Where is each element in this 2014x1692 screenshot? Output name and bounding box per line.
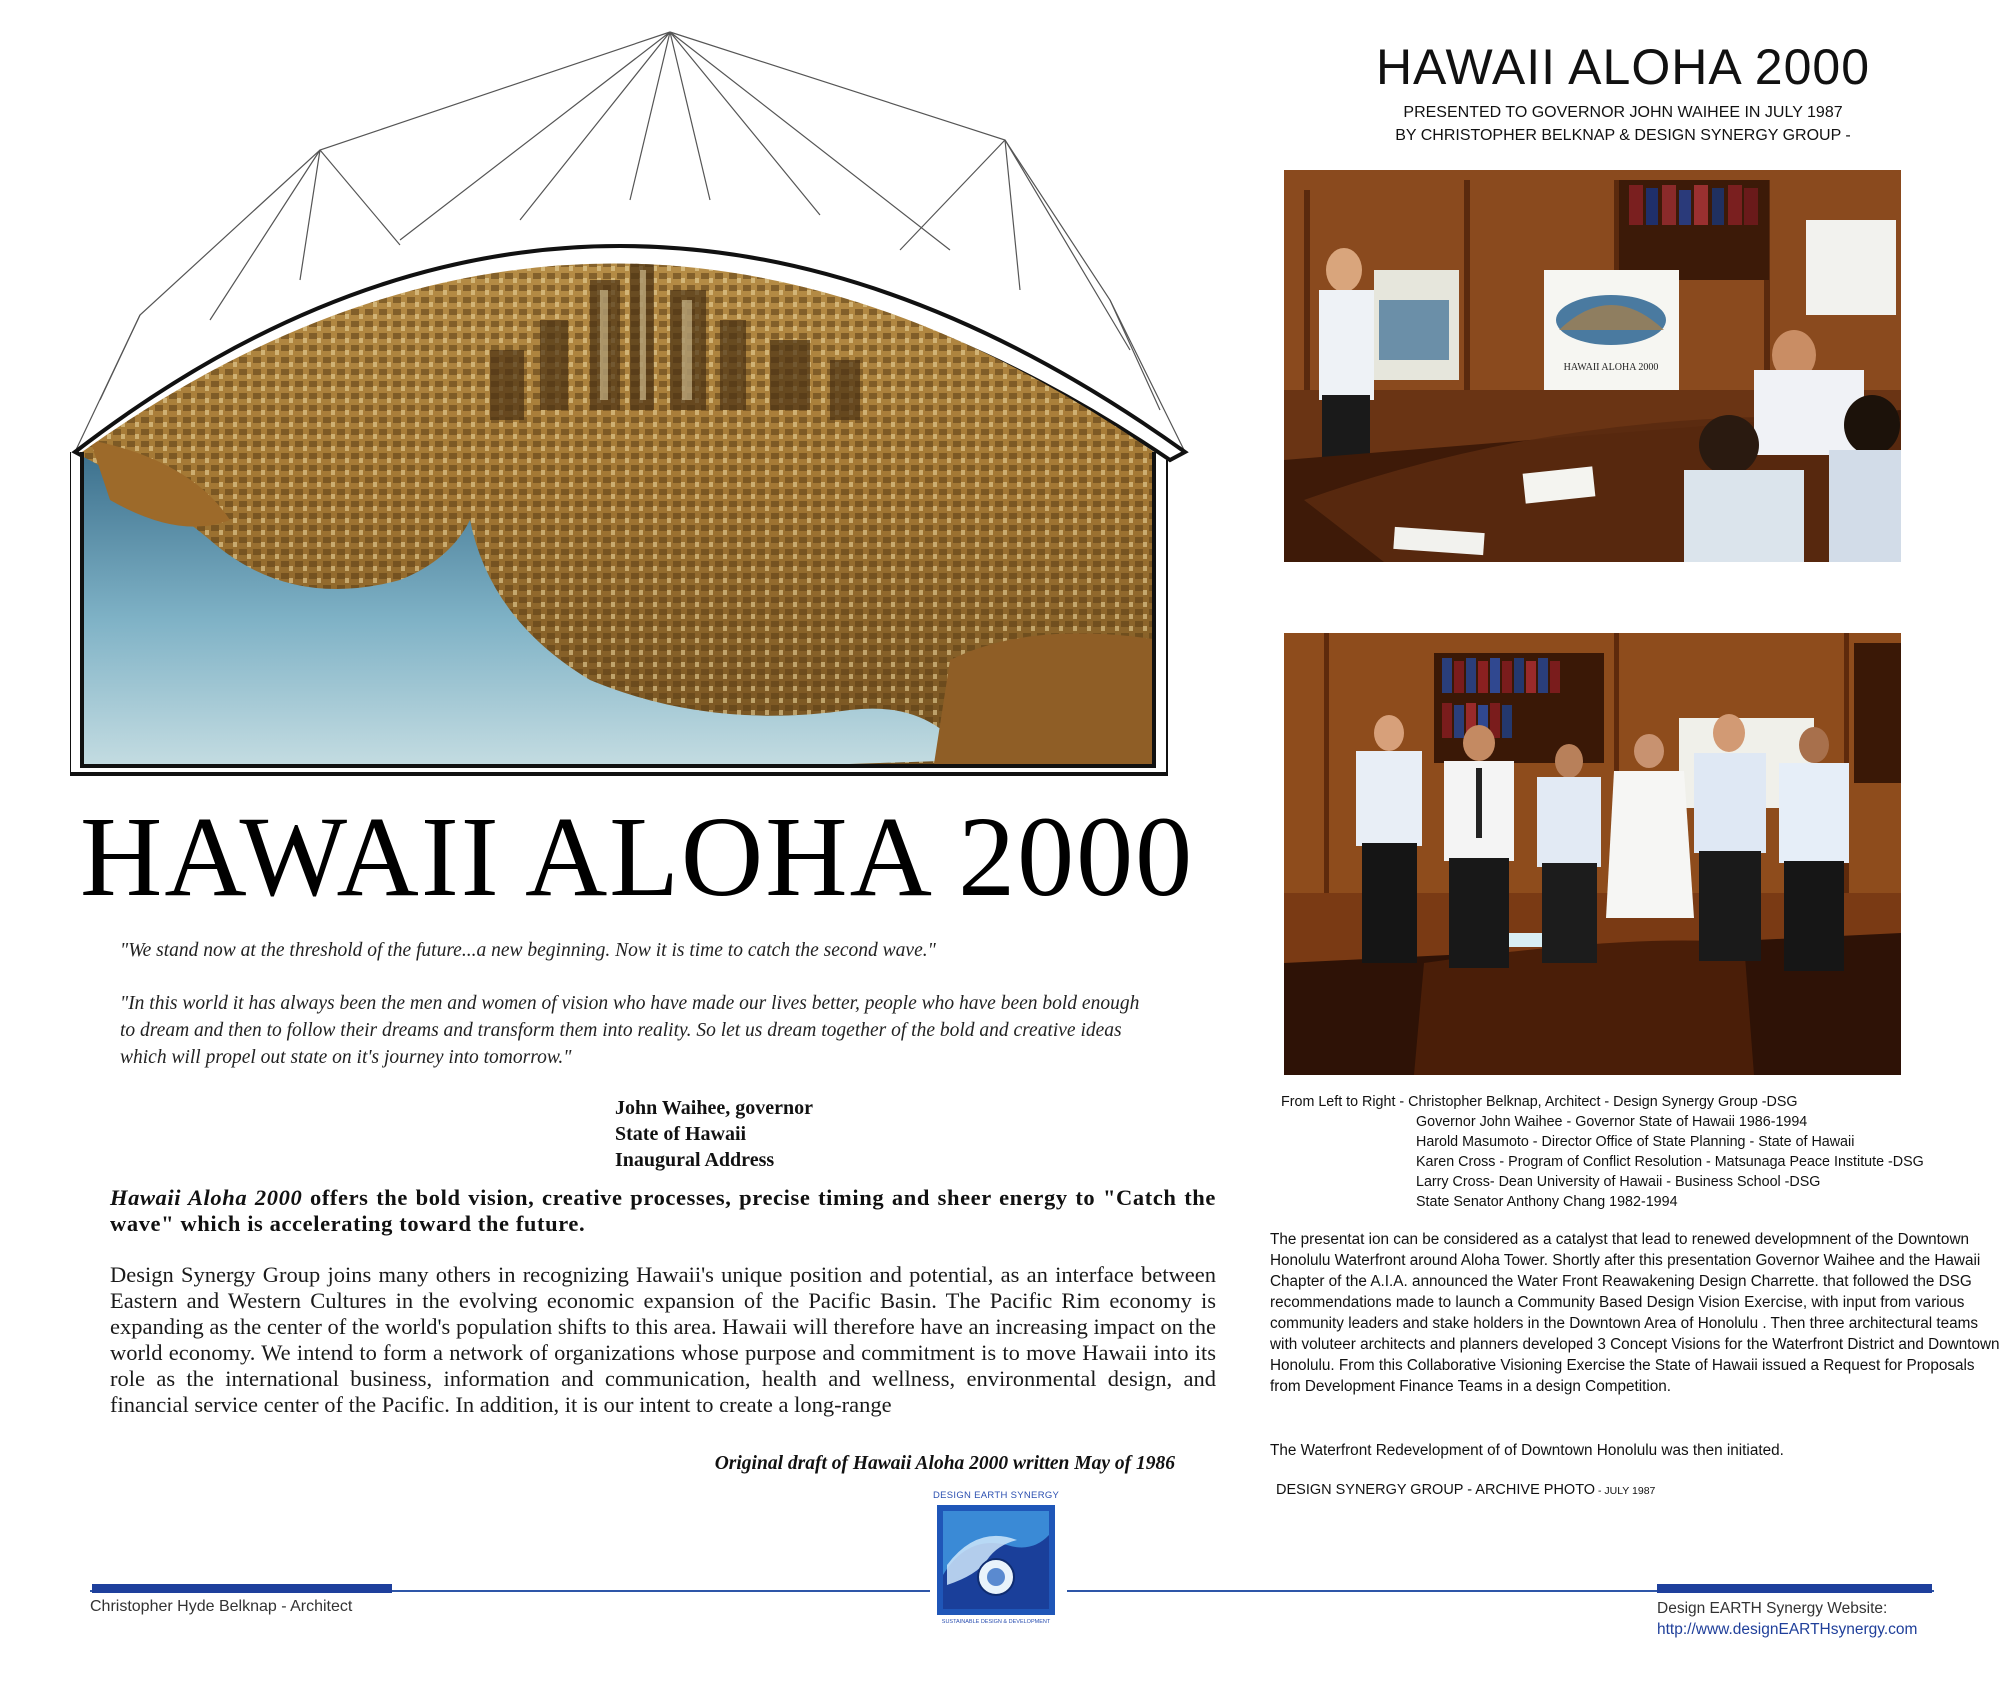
- credit-line: From Left to Right - Christopher Belknap, Architect - Design Synergy Group -DSG: [1281, 1094, 1798, 1110]
- signature-line: State of Hawaii: [615, 1123, 747, 1145]
- page-title: HAWAII ALOHA 2000: [80, 793, 1195, 920]
- draft-note: Original draft of Hawaii Aloha 2000 written May of 1986: [714, 1453, 1175, 1474]
- footer-bar-right: [1657, 1584, 1932, 1593]
- credit-line: Karen Cross - Program of Conflict Resolution - Matsunaga Peace Institute -DSG: [1416, 1154, 1924, 1170]
- body-paragraph: Design Synergy Group joins many others in recognizing Hawaii's unique position and potential, as an interface between Eastern and Western Cultures in the evolving economic expansion of the Pacific Basin. The Pacific Rim economy is expanding as the center of the world's population shifts to this area. Hawaii will therefore have an increasing impact on the world economy. We intend to form a network of organizations whose purpose and commitment is to move Hawaii into its role as the international business, information and communication, health and wellness, environmental design, and financial service center of the Pacific. In addition, it is our intent to create a long-range: [110, 1262, 1216, 1417]
- quote-signature: [615, 1095, 813, 1173]
- lead-italic: Hawaii Aloha 2000: [110, 1185, 303, 1210]
- credit-line: Harold Masumoto - Director Office of State Planning - State of Hawaii: [1416, 1134, 1855, 1150]
- right-title: HAWAII ALOHA 2000: [1375, 39, 1871, 95]
- archive-date: - JULY 1987: [1595, 1485, 1656, 1497]
- history-paragraph: The presentat ion can be considered as a catalyst that lead to renewed developmnent of the Downtown Honolulu Waterfront around Aloha Tower. Shortly after this presentation Governor Waihee and the Hawaii Chapter of the A.I.A. announced the Water Front Reawakening Design Charrette. that followed the DSG recommendations made to launch a Community Based Design Vision Exercise, with input from various community leaders and stake holders in the Downtown Area of Honolulu . Then three architectural teams with voluteer architects and planners developed 3 Concept Visions for the Waterfront District and Downtown Honolulu. From this Collaborative Visioning Exercise the State of Hawaii issued a Request for Proposals from Development Finance Teams in a design Competition.: [1270, 1231, 2000, 1395]
- left-panel: [70, 20, 1216, 1500]
- footer-bar-left: [92, 1584, 392, 1593]
- footer-author: Christopher Hyde Belknap - Architect: [90, 1598, 353, 1615]
- quote-threshold: "We stand now at the threshold of the future...a new beginning. Now it is time to catch the second wave.": [120, 940, 936, 961]
- signature-line: Inaugural Address: [615, 1149, 775, 1171]
- right-panel: [1248, 20, 1998, 1510]
- credit-line: Governor John Waihee - Governor State of Hawaii 1986-1994: [1416, 1114, 1808, 1130]
- credit-line: Larry Cross- Dean University of Hawaii - Business School -DSG: [1416, 1174, 1821, 1190]
- design-earth-synergy-logo: [933, 1490, 1059, 1625]
- wave-globe-icon: [937, 1505, 1055, 1615]
- credit-line: State Senator Anthony Chang 1982-1994: [1416, 1194, 1678, 1210]
- lead-rest: offers the bold vision, creative processes, precise timing and sheer energy to "Catch the wave" which is accelerating toward the future.: [110, 1185, 1216, 1236]
- photo-credits: [1281, 1092, 2001, 1212]
- logo-tagline: SUSTAINABLE DESIGN & DEVELOPMENT: [941, 1619, 1051, 1625]
- logo-title: DESIGN EARTH SYNERGY: [933, 1490, 1060, 1501]
- archive-text: DESIGN SYNERGY GROUP - ARCHIVE PHOTO: [1276, 1482, 1596, 1498]
- right-subtitle: BY CHRISTOPHER BELKNAP & DESIGN SYNERGY GROUP -: [1395, 127, 1851, 144]
- website-label: Design EARTH Synergy Website:: [1657, 1600, 1888, 1617]
- presentation-photo: [1284, 170, 1901, 562]
- right-subtitle: PRESENTED TO GOVERNOR JOHN WAIHEE IN JULY 1987: [1403, 104, 1843, 121]
- footer-website: [1657, 1598, 1917, 1640]
- dome-illustration: [70, 20, 1190, 790]
- group-photo: [1284, 633, 1901, 1075]
- website-link[interactable]: http://www.designEARTHsynergy.com: [1657, 1621, 1918, 1638]
- easel-caption: HAWAII ALOHA 2000: [1563, 362, 1659, 373]
- archive-label: [1276, 1482, 1655, 1498]
- quote-vision: "In this world it has always been the men and women of vision who have made our lives better, people who have been bold enough to dream and then to follow their dreams and transform them into reality. So let us dream together of the bold and creative ideas which will propel out state on it's journey into tomorrow.": [120, 993, 1140, 1068]
- signature-line: John Waihee, governor: [615, 1097, 813, 1119]
- history-conclusion: The Waterfront Redevelopment of of Downtown Honolulu was then initiated.: [1270, 1442, 1784, 1459]
- lead-statement: [110, 1185, 1216, 1237]
